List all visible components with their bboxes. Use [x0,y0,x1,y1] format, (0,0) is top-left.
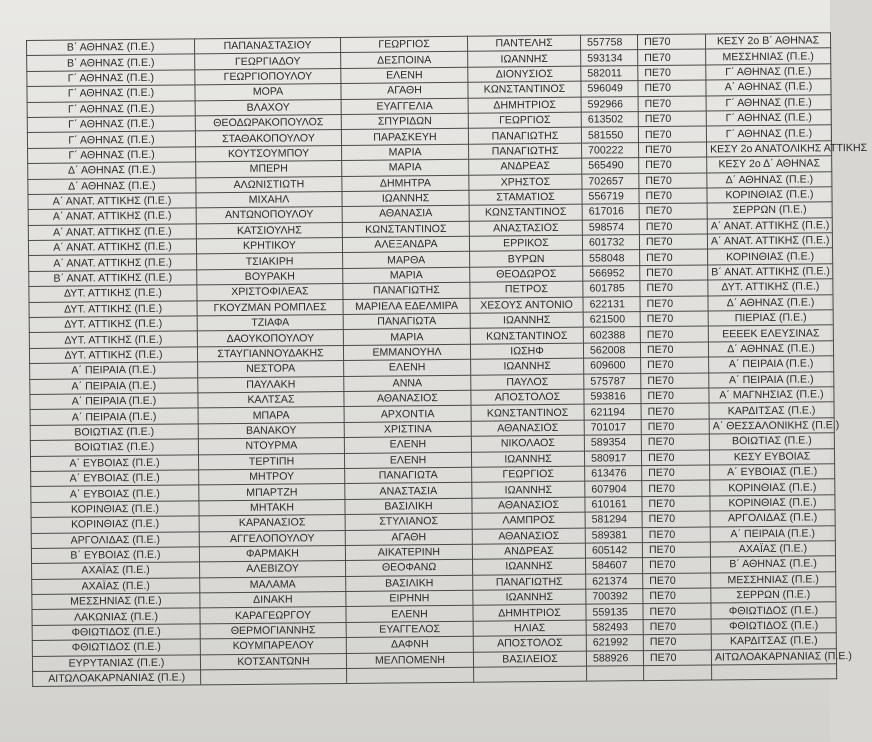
registry-number-cell: 598574 [582,219,639,235]
registry-number-cell: 589354 [584,435,641,451]
origin-directorate-cell: Β΄ ΕΥΒΟΙΑΣ (Π.Ε.) [31,547,199,564]
origin-directorate-cell: Δ΄ ΑΘΗΝΑΣ (Π.Ε.) [28,177,196,194]
specialty-cell: ΠΕ70 [638,49,706,65]
specialty-cell: ΠΕ70 [639,188,707,204]
origin-directorate-cell: ΑΧΑΪΑΣ (Π.Ε.) [32,562,200,579]
father-name-cell: ΒΑΣΙΛΕΙΟΣ [473,651,586,667]
origin-directorate-cell: Α΄ ΠΕΙΡΑΙΑ (Π.Ε.) [30,377,198,394]
specialty-cell: ΠΕ70 [641,403,709,419]
father-name-cell: ΚΩΝΣΤΑΝΤΙΝΟΣ [470,328,583,344]
specialty-cell: ΠΕ70 [641,373,709,389]
origin-directorate-cell: ΛΑΚΩΝΙΑΣ (Π.Ε.) [32,608,200,625]
destination-directorate-cell: Δ΄ ΑΘΗΝΑΣ (Π.Ε.) [708,341,833,358]
surname-cell: ΓΕΩΡΓΙΟΠΟΥΛΟΥ [195,68,341,85]
father-name-cell: ΙΩΣΗΦ [470,343,583,359]
destination-directorate-cell: ΚΟΡΙΝΘΙΑΣ (Π.Ε.) [708,248,833,265]
surname-cell: ΒΑΝΑΚΟΥ [198,422,344,439]
first-name-cell: ΜΑΡΘΑ [343,252,470,269]
registry-number-cell: 702657 [582,173,639,189]
origin-directorate-cell: ΜΕΣΣΗΝΙΑΣ (Π.Ε.) [32,593,200,610]
surname-cell: ΑΓΓΕΛΟΠΟΥΛΟΥ [199,530,345,547]
destination-directorate-cell: ΜΕΣΣΗΝΙΑΣ (Π.Ε.) [711,571,836,588]
registry-number-cell: 582011 [581,65,638,81]
father-name-cell: ΠΑΝΤΕΛΗΣ [467,35,580,51]
origin-directorate-cell: ΔΥΤ. ΑΤΤΙΚΗΣ (Π.Ε.) [29,347,197,364]
father-name-cell: ΔΙΟΝΥΣΙΟΣ [468,66,581,82]
specialty-cell: ΠΕ70 [640,296,708,312]
father-name-cell: ΑΘΑΝΑΣΙΟΣ [472,528,585,544]
origin-directorate-cell: Γ΄ ΑΘΗΝΑΣ (Π.Ε.) [27,100,195,117]
registry-number-cell: 613502 [581,112,638,128]
registry-number-cell: 596049 [581,81,638,97]
specialty-cell: ΠΕ70 [640,342,708,358]
surname-cell: ΚΟΥΜΠΑΡΕΛΟΥ [200,638,346,655]
surname-cell: ΤΕΡΤΙΠΗ [198,453,344,470]
surname-cell [201,668,347,685]
specialty-cell: ΠΕ70 [642,526,710,542]
father-name-cell: ΓΕΩΡΓΙΟΣ [468,112,581,128]
destination-directorate-cell: ΣΕΡΡΩΝ (Π.Ε.) [707,202,832,219]
registry-number-cell: 558048 [583,250,640,266]
specialty-cell: ΠΕ70 [639,234,707,250]
registry-number-cell: 565490 [582,158,639,174]
registry-number-cell: 581294 [585,512,642,528]
origin-directorate-cell: ΑΧΑΪΑΣ (Π.Ε.) [32,578,200,595]
first-name-cell: ΔΕΣΠΟΙΝΑ [341,52,468,69]
first-name-cell: ΠΑΝΑΓΙΩΤΑ [345,467,472,484]
surname-cell: ΜΠΑΡΑ [198,407,344,424]
surname-cell: ΒΛΑΧΟΥ [195,99,341,116]
specialty-cell: ΠΕ70 [641,357,709,373]
specialty-cell: ΠΕ70 [638,126,706,142]
specialty-cell: ΠΕ70 [643,619,711,635]
origin-directorate-cell: Α΄ ΠΕΙΡΑΙΑ (Π.Ε.) [30,362,198,379]
document-sheet [26,32,868,687]
specialty-cell: ΠΕ70 [637,34,705,50]
surname-cell: ΚΑΛΤΣΑΣ [198,391,344,408]
surname-cell: ΜΑΛΑΜΑ [200,576,346,593]
surname-cell: ΚΑΡΑΝΑΣΙΟΣ [199,515,345,532]
origin-directorate-cell: ΔΥΤ. ΑΤΤΙΚΗΣ (Π.Ε.) [29,285,197,302]
surname-cell: ΑΝΤΩΝΟΠΟΥΛΟΥ [196,207,342,224]
surname-cell: ΔΙΝΑΚΗ [200,592,346,609]
registry-number-cell: 557758 [580,35,637,51]
specialty-cell: ΠΕ70 [641,450,709,466]
first-name-cell: ΙΩΑΝΝΗΣ [342,190,469,207]
specialty-cell: ΠΕ70 [640,311,708,327]
destination-directorate-cell: Α΄ ΠΕΙΡΑΙΑ (Π.Ε.) [709,371,834,388]
specialty-cell: ΠΕ70 [638,111,706,127]
father-name-cell: ΑΝΔΡΕΑΣ [469,158,582,174]
surname-cell: ΜΙΧΑΗΛ [196,191,342,208]
first-name-cell: ΓΕΩΡΓΙΟΣ [340,36,467,53]
first-name-cell: ΕΥΑΓΓΕΛΙΑ [341,98,468,115]
registry-number-cell: 621500 [583,312,640,328]
first-name-cell: ΜΑΡΙΑ [342,159,469,176]
origin-directorate-cell: Α΄ ΑΝΑΤ. ΑΤΤΙΚΗΣ (Π.Ε.) [28,224,196,241]
registry-number-cell: 609600 [584,358,641,374]
registry-number-cell: 589381 [585,527,642,543]
registry-number-cell: 593816 [584,389,641,405]
destination-directorate-cell: Δ΄ ΑΘΗΝΑΣ (Π.Ε.) [708,294,833,311]
first-name-cell: ΠΑΝΑΓΙΩΤΑ [343,313,470,330]
origin-directorate-cell: Α΄ ΑΝΑΤ. ΑΤΤΙΚΗΣ (Π.Ε.) [28,239,196,256]
origin-directorate-cell: ΦΘΙΩΤΙΔΟΣ (Π.Ε.) [32,639,200,656]
specialty-cell: ΠΕ70 [642,480,710,496]
specialty-cell: ΠΕ70 [642,557,710,573]
registry-number-cell: 610161 [585,496,642,512]
destination-directorate-cell: ΚΟΡΙΝΘΙΑΣ (Π.Ε.) [707,187,832,204]
surname-cell: ΘΕΡΜΟΓΙΑΝΝΗΣ [200,622,346,639]
registry-number-cell: 556719 [582,189,639,205]
origin-directorate-cell: Β΄ ΑΘΗΝΑΣ (Π.Ε.) [27,54,195,71]
father-name-cell: ΓΕΩΡΓΙΟΣ [472,466,585,482]
destination-directorate-cell: ΣΕΡΡΩΝ (Π.Ε.) [711,587,836,604]
origin-directorate-cell: ΒΟΙΩΤΙΑΣ (Π.Ε.) [30,439,198,456]
surname-cell: ΜΠΕΡΗ [196,161,342,178]
specialty-cell: ΠΕ70 [642,542,710,558]
first-name-cell: ΔΗΜΗΤΡΑ [342,175,469,192]
origin-directorate-cell: Α΄ ΑΝΑΤ. ΑΤΤΙΚΗΣ (Π.Ε.) [29,254,197,271]
specialty-cell: ΠΕ70 [640,265,708,281]
father-name-cell: ΙΩΑΝΝΗΣ [472,481,585,497]
destination-directorate-cell: Β΄ ΑΝΑΤ. ΑΤΤΙΚΗΣ (Π.Ε.) [708,264,833,281]
specialty-cell: ΠΕ70 [639,172,707,188]
origin-directorate-cell: Α΄ ΕΥΒΟΙΑΣ (Π.Ε.) [31,470,199,487]
first-name-cell: ΑΓΑΘΗ [345,529,472,546]
specialty-cell: ΠΕ70 [643,573,711,589]
first-name-cell: ΕΛΕΝΗ [346,606,473,623]
father-name-cell: ΙΩΑΝΝΗΣ [470,312,583,328]
registry-number-cell [587,666,644,682]
registry-number-cell: 584607 [586,558,643,574]
destination-directorate-cell: ΦΘΙΩΤΙΔΟΣ (Π.Ε.) [711,618,836,635]
origin-directorate-cell: Γ΄ ΑΘΗΝΑΣ (Π.Ε.) [28,147,196,164]
first-name-cell: ΣΤΥΛΙΑΝΟΣ [345,513,472,530]
father-name-cell: ΔΗΜΗΤΡΙΟΣ [473,605,586,621]
origin-directorate-cell: Α΄ ΕΥΒΟΙΑΣ (Π.Ε.) [30,454,198,471]
registry-number-cell: 621194 [584,404,641,420]
origin-directorate-cell: Γ΄ ΑΘΗΝΑΣ (Π.Ε.) [27,116,195,133]
origin-directorate-cell: ΔΥΤ. ΑΤΤΙΚΗΣ (Π.Ε.) [29,331,197,348]
registry-number-cell: 605142 [585,542,642,558]
first-name-cell: ΕΛΕΝΗ [344,452,471,469]
origin-directorate-cell: Α΄ ΑΝΑΤ. ΑΤΤΙΚΗΣ (Π.Ε.) [28,193,196,210]
father-name-cell: ΑΠΟΣΤΟΛΟΣ [471,389,584,405]
origin-directorate-cell: ΔΥΤ. ΑΤΤΙΚΗΣ (Π.Ε.) [29,316,197,333]
father-name-cell: ΙΩΑΝΝΗΣ [468,51,581,67]
origin-directorate-cell: ΚΟΡΙΝΘΙΑΣ (Π.Ε.) [31,501,199,518]
specialty-cell: ΠΕ70 [641,434,709,450]
father-name-cell: ΚΩΝΣΤΑΝΤΙΝΟΣ [471,405,584,421]
father-name-cell: ΙΩΑΝΝΗΣ [473,589,586,605]
specialty-cell: ΠΕ70 [643,650,711,666]
first-name-cell: ΠΑΡΑΣΚΕΥΗ [341,129,468,146]
destination-directorate-cell: Α΄ ΑΝΑΤ. ΑΤΤΙΚΗΣ (Π.Ε.) [707,233,832,250]
registry-number-cell: 601785 [583,281,640,297]
father-name-cell: ΚΩΝΣΤΑΝΤΙΝΟΣ [469,204,582,220]
first-name-cell: ΑΓΑΘΗ [341,82,468,99]
registry-number-cell: 621992 [586,635,643,651]
registry-number-cell: 621374 [586,573,643,589]
surname-cell: ΓΚΟΥΖΜΑΝ ΡΟΜΠΛΕΣ [197,299,343,316]
first-name-cell: ΑΘΑΝΑΣΙΑ [342,206,469,223]
destination-directorate-cell: ΑΙΤΩΛΟΑΚΑΡΝΑΝΙΑΣ (Π.Ε.) [711,648,836,665]
father-name-cell: ΗΛΙΑΣ [473,620,586,636]
registry-number-cell: 580917 [584,450,641,466]
surname-cell: ΝΕΣΤΟΡΑ [198,361,344,378]
destination-directorate-cell: ΑΧΑΪΑΣ (Π.Ε.) [710,541,835,558]
specialty-cell: ΠΕ70 [639,142,707,158]
first-name-cell: ΕΙΡΗΝΗ [346,590,473,607]
first-name-cell: ΑΛΕΞΑΝΔΡΑ [342,236,469,253]
registry-number-cell: 562008 [583,342,640,358]
specialty-cell: ΠΕ70 [638,65,706,81]
destination-directorate-cell: Α΄ ΠΕΙΡΑΙΑ (Π.Ε.) [710,525,835,542]
destination-directorate-cell: ΜΕΣΣΗΝΙΑΣ (Π.Ε.) [706,48,831,65]
destination-directorate-cell: ΚΑΡΔΙΤΣΑΣ (Π.Ε.) [709,402,834,419]
first-name-cell: ΔΑΦΝΗ [346,636,473,653]
origin-directorate-cell: Γ΄ ΑΘΗΝΑΣ (Π.Ε.) [27,70,195,87]
surname-cell: ΣΤΑΘΑΚΟΠΟΥΛΟΥ [195,130,341,147]
origin-directorate-cell: Α΄ ΠΕΙΡΑΙΑ (Π.Ε.) [30,393,198,410]
origin-directorate-cell: ΒΟΙΩΤΙΑΣ (Π.Ε.) [30,424,198,441]
destination-directorate-cell: Γ΄ ΑΘΗΝΑΣ (Π.Ε.) [706,64,831,81]
surname-cell: ΑΛΕΒΙΖΟΥ [200,561,346,578]
father-name-cell: ΧΡΗΣΤΟΣ [469,174,582,190]
first-name-cell: ΕΛΕΝΗ [341,67,468,84]
specialty-cell: ΠΕ70 [639,219,707,235]
surname-cell: ΤΖΙΑΦΑ [197,314,343,331]
specialty-cell: ΠΕ70 [639,203,707,219]
origin-directorate-cell: Β΄ ΑΘΗΝΑΣ (Π.Ε.) [27,39,195,56]
first-name-cell: ΜΕΛΠΟΜΕΝΗ [346,652,473,669]
surname-cell: ΚΡΗΤΙΚΟΥ [196,238,342,255]
origin-directorate-cell: Δ΄ ΑΘΗΝΑΣ (Π.Ε.) [28,162,196,179]
registry-number-cell: 617016 [582,204,639,220]
specialty-cell: ΠΕ70 [640,326,708,342]
origin-directorate-cell: ΕΥΡΥΤΑΝΙΑΣ (Π.Ε.) [32,654,200,671]
destination-directorate-cell: Α΄ ΑΝΑΤ. ΑΤΤΙΚΗΣ (Π.Ε.) [707,217,832,234]
destination-directorate-cell: ΒΟΙΩΤΙΑΣ (Π.Ε.) [709,433,834,450]
specialty-cell: ΠΕ70 [638,80,706,96]
surname-cell: ΜΠΑΡΤΖΗ [199,484,345,501]
specialty-cell: ΠΕ70 [643,603,711,619]
first-name-cell: ΒΑΣΙΛΙΚΗ [346,575,473,592]
registry-number-cell: 588926 [586,650,643,666]
first-name-cell: ΑΡΧΟΝΤΙΑ [344,406,471,423]
surname-cell: ΓΕΩΡΓΙΑΔΟΥ [195,53,341,70]
father-name-cell: ΙΩΑΝΝΗΣ [471,451,584,467]
first-name-cell: ΜΑΡΙΕΛΑ ΕΔΕΛΜΙΡΑ [343,298,470,315]
surname-cell: ΔΑΟΥΚΟΠΟΥΛΟΥ [197,330,343,347]
first-name-cell: ΕΥΑΓΓΕΛΟΣ [346,621,473,638]
father-name-cell: ΔΗΜΗΤΡΙΟΣ [468,97,581,113]
surname-cell: ΚΑΡΑΓΕΩΡΓΟΥ [200,607,346,624]
surname-cell: ΚΟΤΣΑΝΤΩΝΗ [200,653,346,670]
origin-directorate-cell: ΔΥΤ. ΑΤΤΙΚΗΣ (Π.Ε.) [29,301,197,318]
first-name-cell: ΜΑΡΙΑ [343,267,470,284]
destination-directorate-cell: Α΄ ΠΕΙΡΑΙΑ (Π.Ε.) [709,356,834,373]
surname-cell: ΘΕΟΔΩΡΑΚΟΠΟΥΛΟΣ [195,114,341,131]
destination-directorate-cell: Γ΄ ΑΘΗΝΑΣ (Π.Ε.) [706,94,831,111]
father-name-cell: ΑΠΟΣΤΟΛΟΣ [473,635,586,651]
specialty-cell: ΠΕ70 [640,249,708,265]
first-name-cell: ΜΑΡΙΑ [342,144,469,161]
specialty-cell: ΠΕ70 [641,419,709,435]
destination-directorate-cell: Δ΄ ΑΘΗΝΑΣ (Π.Ε.) [707,171,832,188]
specialty-cell: ΠΕ70 [642,465,710,481]
surname-cell: ΚΟΥΤΣΟΥΜΠΟΥ [196,145,342,162]
specialty-cell: ΠΕ70 [638,96,706,112]
destination-directorate-cell: ΚΕΣΥ 2ο ΑΝΑΤΟΛΙΚΗΣ ΑΤΤΙΚΗΣ [707,141,832,158]
registry-number-cell: 700392 [586,589,643,605]
surname-cell: ΠΑΠΑΝΑΣΤΑΣΙΟΥ [194,37,340,54]
father-name-cell: ΙΩΑΝΝΗΣ [473,558,586,574]
first-name-cell: ΘΕΟΦΑΝΩ [346,560,473,577]
registry-number-cell: 602388 [583,327,640,343]
father-name-cell: ΠΕΤΡΟΣ [470,281,583,297]
surname-cell: ΦΑΡΜΑΚΗ [199,545,345,562]
registry-number-cell: 601732 [582,235,639,251]
registry-number-cell: 592966 [581,96,638,112]
first-name-cell: ΑΝΝΑ [344,375,471,392]
first-name-cell: ΕΛΕΝΗ [344,436,471,453]
surname-cell: ΜΟΡΑ [195,84,341,101]
destination-directorate-cell: ΚΕΣΥ ΕΥΒΟΙΑΣ [709,448,834,465]
surname-cell: ΧΡΙΣΤΟΦΙΛΕΑΣ [197,284,343,301]
surname-cell: ΣΤΑΥΓΙΑΝΝΟΥΔΑΚΗΣ [197,345,343,362]
father-name-cell: ΙΩΑΝΝΗΣ [471,358,584,374]
registry-number-cell: 622131 [583,296,640,312]
surname-cell: ΜΗΤΡΟΥ [199,468,345,485]
specialty-cell: ΠΕ70 [642,496,710,512]
destination-directorate-cell: ΚΟΡΙΝΘΙΑΣ (Π.Ε.) [710,479,835,496]
surname-cell: ΒΟΥΡΑΚΗ [197,268,343,285]
origin-directorate-cell: Α΄ ΕΥΒΟΙΑΣ (Π.Ε.) [31,485,199,502]
first-name-cell: ΑΘΑΝΑΣΙΟΣ [344,390,471,407]
registry-number-cell: 607904 [585,481,642,497]
surname-cell: ΤΣΙΑΚΙΡΗ [197,253,343,270]
destination-directorate-cell: ΚΕΣΥ 2ο Δ΄ ΑΘΗΝΑΣ [707,156,832,173]
surname-cell: ΠΑΥΛΑΚΗ [198,376,344,393]
destination-directorate-cell: ΠΙΕΡΙΑΣ (Π.Ε.) [708,310,833,327]
specialty-cell: ΠΕ70 [640,280,708,296]
origin-directorate-cell: ΑΙΤΩΛΟΑΚΑΡΝΑΝΙΑΣ (Π.Ε.) [33,670,201,687]
surname-cell: ΚΑΤΣΙΟΥΛΗΣ [196,222,342,239]
registry-number-cell: 566952 [583,265,640,281]
destination-directorate-cell: Γ΄ ΑΘΗΝΑΣ (Π.Ε.) [706,110,831,127]
registry-number-cell: 559135 [586,604,643,620]
first-name-cell: ΚΩΝΣΤΑΝΤΙΝΟΣ [342,221,469,238]
father-name-cell: ΠΑΥΛΟΣ [471,374,584,390]
father-name-cell: ΣΤΑΜΑΤΙΟΣ [469,189,582,205]
father-name-cell: ΝΙΚΟΛΑΟΣ [471,435,584,451]
origin-directorate-cell: Α΄ ΠΕΙΡΑΙΑ (Π.Ε.) [30,408,198,425]
destination-directorate-cell: ΚΑΡΔΙΤΣΑΣ (Π.Ε.) [711,633,836,650]
first-name-cell [347,667,474,684]
destination-directorate-cell: Α΄ ΑΘΗΝΑΣ (Π.Ε.) [706,79,831,96]
father-name-cell: ΛΑΜΠΡΟΣ [472,512,585,528]
father-name-cell: ΑΝΑΣΤΑΣΙΟΣ [469,220,582,236]
father-name-cell: ΑΘΑΝΑΣΙΟΣ [471,420,584,436]
registry-number-cell: 593134 [581,50,638,66]
father-name-cell: ΠΑΝΑΓΙΩΤΗΣ [473,574,586,590]
registry-number-cell: 700222 [582,142,639,158]
father-name-cell [474,666,587,682]
first-name-cell: ΠΑΝΑΓΙΩΤΗΣ [343,283,470,300]
surname-cell: ΜΗΤΑΚΗ [199,499,345,516]
registry-number-cell: 575787 [584,373,641,389]
destination-directorate-cell: ΚΟΡΙΝΘΙΑΣ (Π.Ε.) [710,494,835,511]
destination-directorate-cell: ΔΥΤ. ΑΤΤΙΚΗΣ (Π.Ε.) [708,279,833,296]
father-name-cell: ΒΥΡΩΝ [470,251,583,267]
teacher-transfer-table [26,32,868,687]
specialty-cell: ΠΕ70 [643,634,711,650]
origin-directorate-cell: Γ΄ ΑΘΗΝΑΣ (Π.Ε.) [27,85,195,102]
specialty-cell: ΠΕ70 [643,588,711,604]
destination-directorate-cell: ΦΘΙΩΤΙΔΟΣ (Π.Ε.) [711,602,836,619]
registry-number-cell: 582493 [586,619,643,635]
first-name-cell: ΑΝΑΣΤΑΣΙΑ [345,483,472,500]
specialty-cell [644,665,712,681]
destination-directorate-cell: Β΄ ΑΘΗΝΑΣ (Π.Ε.) [710,556,835,573]
origin-directorate-cell: Γ΄ ΑΘΗΝΑΣ (Π.Ε.) [27,131,195,148]
first-name-cell: ΧΡΙΣΤΙΝΑ [344,421,471,438]
father-name-cell: ΘΕΟΔΩΡΟΣ [470,266,583,282]
destination-directorate-cell: Α΄ ΘΕΣΣΑΛΟΝΙΚΗΣ (Π.Ε.) [709,418,834,435]
origin-directorate-cell: ΦΘΙΩΤΙΔΟΣ (Π.Ε.) [32,624,200,641]
father-name-cell: ΠΑΝΑΓΙΩΤΗΣ [468,128,581,144]
origin-directorate-cell: Α΄ ΑΝΑΤ. ΑΤΤΙΚΗΣ (Π.Ε.) [28,208,196,225]
first-name-cell: ΕΜΜΑΝΟΥΗΛ [343,344,470,361]
first-name-cell: ΒΑΣΙΛΙΚΗ [345,498,472,515]
destination-directorate-cell: Α΄ ΜΑΓΝΗΣΙΑΣ (Π.Ε.) [709,387,834,404]
destination-directorate-cell: ΚΕΣΥ 2ο Β΄ ΑΘΗΝΑΣ [705,33,830,50]
registry-number-cell: 613476 [585,466,642,482]
specialty-cell: ΠΕ70 [639,157,707,173]
destination-directorate-cell: Γ΄ ΑΘΗΝΑΣ (Π.Ε.) [706,125,831,142]
origin-directorate-cell: ΑΡΓΟΛΙΔΑΣ (Π.Ε.) [31,531,199,548]
origin-directorate-cell: Β΄ ΑΝΑΤ. ΑΤΤΙΚΗΣ (Π.Ε.) [29,270,197,287]
surname-cell: ΑΛΩΝΙΣΤΙΩΤΗ [196,176,342,193]
father-name-cell: ΧΕΣΟΥΣ ΑΝΤΟΝΙΟ [470,297,583,313]
destination-directorate-cell: Α΄ ΕΥΒΟΙΑΣ (Π.Ε.) [710,464,835,481]
first-name-cell: ΕΛΕΝΗ [344,359,471,376]
registry-number-cell: 581550 [581,127,638,143]
father-name-cell: ΑΘΑΝΑΣΙΟΣ [472,497,585,513]
first-name-cell: ΑΙΚΑΤΕΡΙΝΗ [345,544,472,561]
destination-directorate-cell: ΕΕΕΕΚ ΕΛΕΥΣΙΝΑΣ [708,325,833,342]
registry-number-cell: 701017 [584,419,641,435]
origin-directorate-cell: ΚΟΡΙΝΘΙΑΣ (Π.Ε.) [31,516,199,533]
father-name-cell: ΚΩΝΣΤΑΝΤΙΝΟΣ [468,81,581,97]
specialty-cell: ΠΕ70 [642,511,710,527]
specialty-cell: ΠΕ70 [641,388,709,404]
father-name-cell: ΠΑΝΑΓΙΩΤΗΣ [469,143,582,159]
surname-cell: ΝΤΟΥΡΜΑ [198,438,344,455]
first-name-cell: ΜΑΡΙΑ [343,329,470,346]
father-name-cell: ΑΝΔΡΕΑΣ [472,543,585,559]
father-name-cell: ΕΡΡΙΚΟΣ [469,235,582,251]
destination-directorate-cell [712,664,837,681]
destination-directorate-cell: ΑΡΓΟΛΙΔΑΣ (Π.Ε.) [710,510,835,527]
first-name-cell: ΣΠΥΡΙΔΩΝ [341,113,468,130]
